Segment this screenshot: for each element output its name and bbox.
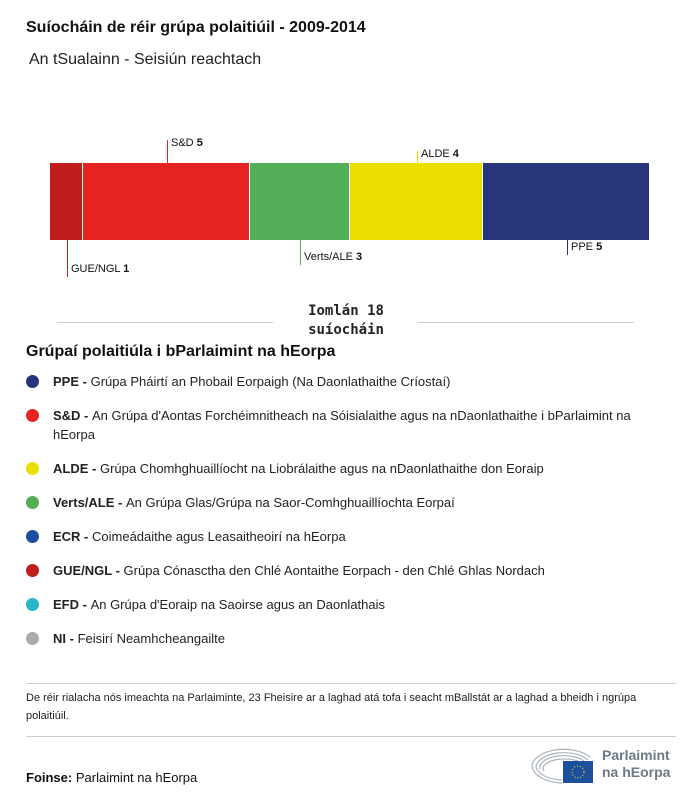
bar-label-name: GUE/NGL xyxy=(71,263,124,275)
bar-segment-verts-ale xyxy=(250,163,349,240)
legend-text xyxy=(53,527,346,546)
source xyxy=(26,770,197,785)
logo-line-2: na hEorpa xyxy=(602,764,671,780)
legend-dot-icon xyxy=(26,409,39,422)
legend-name: Grúpa Chomhghuaillíocht na Liobrálaithe agus na nDaonlathaithe don Eoraip xyxy=(99,461,544,476)
legend-item xyxy=(26,372,676,391)
legend-name: An Grúpa d'Eoraip na Saoirse agus an Daonlathais xyxy=(90,597,386,612)
legend-abbr: NI - xyxy=(53,631,78,646)
total-seats xyxy=(274,302,418,340)
legend-item xyxy=(26,406,676,444)
bar-label-value: 4 xyxy=(452,148,459,160)
legend-abbr: Verts/ALE - xyxy=(53,495,126,510)
bar-segment-ppe xyxy=(483,163,649,240)
legend-text xyxy=(53,629,225,648)
legend-name: Feisirí Neamhcheangailte xyxy=(77,631,225,646)
logo-line-1: Parlaimint xyxy=(602,747,670,763)
bar-segment-alde xyxy=(350,163,482,240)
legend-title: Grúpaí polaitiúla i bParlaimint na hEorpa xyxy=(26,343,336,360)
legend-text xyxy=(53,493,455,512)
bar-label xyxy=(304,251,362,263)
label-leader-line xyxy=(167,140,168,163)
legend-dot-icon xyxy=(26,632,39,645)
legend-item xyxy=(26,561,676,580)
legend-text xyxy=(53,372,450,391)
source-label: Foinse: xyxy=(26,770,73,785)
legend-dot-icon xyxy=(26,530,39,543)
legend-dot-icon xyxy=(26,375,39,388)
bar-label xyxy=(421,148,459,160)
legend-item xyxy=(26,629,676,648)
legend-abbr: PPE - xyxy=(53,374,91,389)
stacked-bar-chart xyxy=(0,0,700,300)
logo-text xyxy=(602,747,670,781)
legend-text xyxy=(53,459,544,478)
legend-abbr: ECR - xyxy=(53,529,92,544)
bar-label xyxy=(571,241,602,253)
bar-label-value: 3 xyxy=(355,251,363,263)
legend-abbr: GUE/NGL - xyxy=(53,563,124,578)
bar-label-name: PPE xyxy=(571,241,597,253)
legend xyxy=(26,372,676,663)
legend-text xyxy=(53,406,676,444)
legend-name: Grúpa Cónasctha den Chlé Aontaithe Eorpach - den Chlé Ghlas Nordach xyxy=(123,563,545,578)
bar-segment-gue-ngl xyxy=(50,163,82,240)
label-leader-line xyxy=(417,151,418,163)
bar-label xyxy=(171,137,203,149)
legend-dot-icon xyxy=(26,496,39,509)
label-leader-line xyxy=(300,240,301,265)
legend-text xyxy=(53,561,545,580)
legend-name: An Grúpa d'Aontas Forchéimnitheach na Sóisialaithe agus na nDaonlathaithe i bParlaimint na hEorpa xyxy=(53,408,631,442)
bar-label-value: 5 xyxy=(196,137,203,149)
label-leader-line xyxy=(67,240,68,277)
chart-subtitle: An tSualainn - Seisiún reachtach xyxy=(29,51,262,68)
legend-name: Coimeádaithe agus Leasaitheoirí na hEorpa xyxy=(92,529,346,544)
legend-item xyxy=(26,459,676,478)
legend-item xyxy=(26,493,676,512)
bar-label-value: 5 xyxy=(596,241,603,253)
legend-dot-icon xyxy=(26,564,39,577)
total-label: Iomlán 18 xyxy=(308,303,384,319)
legend-abbr: S&D - xyxy=(53,408,92,423)
legend-abbr: EFD - xyxy=(53,597,91,612)
bar-label-value: 1 xyxy=(123,263,130,275)
legend-item xyxy=(26,595,676,614)
bar-label-name: Verts/ALE xyxy=(304,251,356,263)
bar-segment-s-d xyxy=(83,163,249,240)
label-leader-line xyxy=(567,240,568,255)
divider xyxy=(418,322,634,323)
divider xyxy=(26,683,676,684)
chart-title: Suíocháin de réir grúpa polaitiúil - 2009-2014 xyxy=(26,19,366,36)
legend-name: Grúpa Pháirtí an Phobail Eorpaigh (Na Daonlathaithe Críostaí) xyxy=(90,374,451,389)
source-value: Parlaimint na hEorpa xyxy=(75,770,198,785)
divider xyxy=(57,322,273,323)
legend-name: An Grúpa Glas/Grúpa na Saor-Comhghuaillíochta Eorpaí xyxy=(125,495,455,510)
legend-text xyxy=(53,595,385,614)
footnote: De réir rialacha nós imeachta na Parlaiminte, 23 Fheisire ar a laghad atá tofa i seacht mBallstát ar a laghad a bheidh i ngrúpa polaitiúil. xyxy=(26,692,637,722)
legend-dot-icon xyxy=(26,598,39,611)
legend-dot-icon xyxy=(26,462,39,475)
bar-label xyxy=(71,263,129,275)
bar-label-name: ALDE xyxy=(421,148,453,160)
bar-label-name: S&D xyxy=(171,137,197,149)
total-unit: suíocháin xyxy=(308,322,384,338)
legend-abbr: ALDE - xyxy=(53,461,100,476)
divider xyxy=(26,736,676,737)
legend-item xyxy=(26,527,676,546)
